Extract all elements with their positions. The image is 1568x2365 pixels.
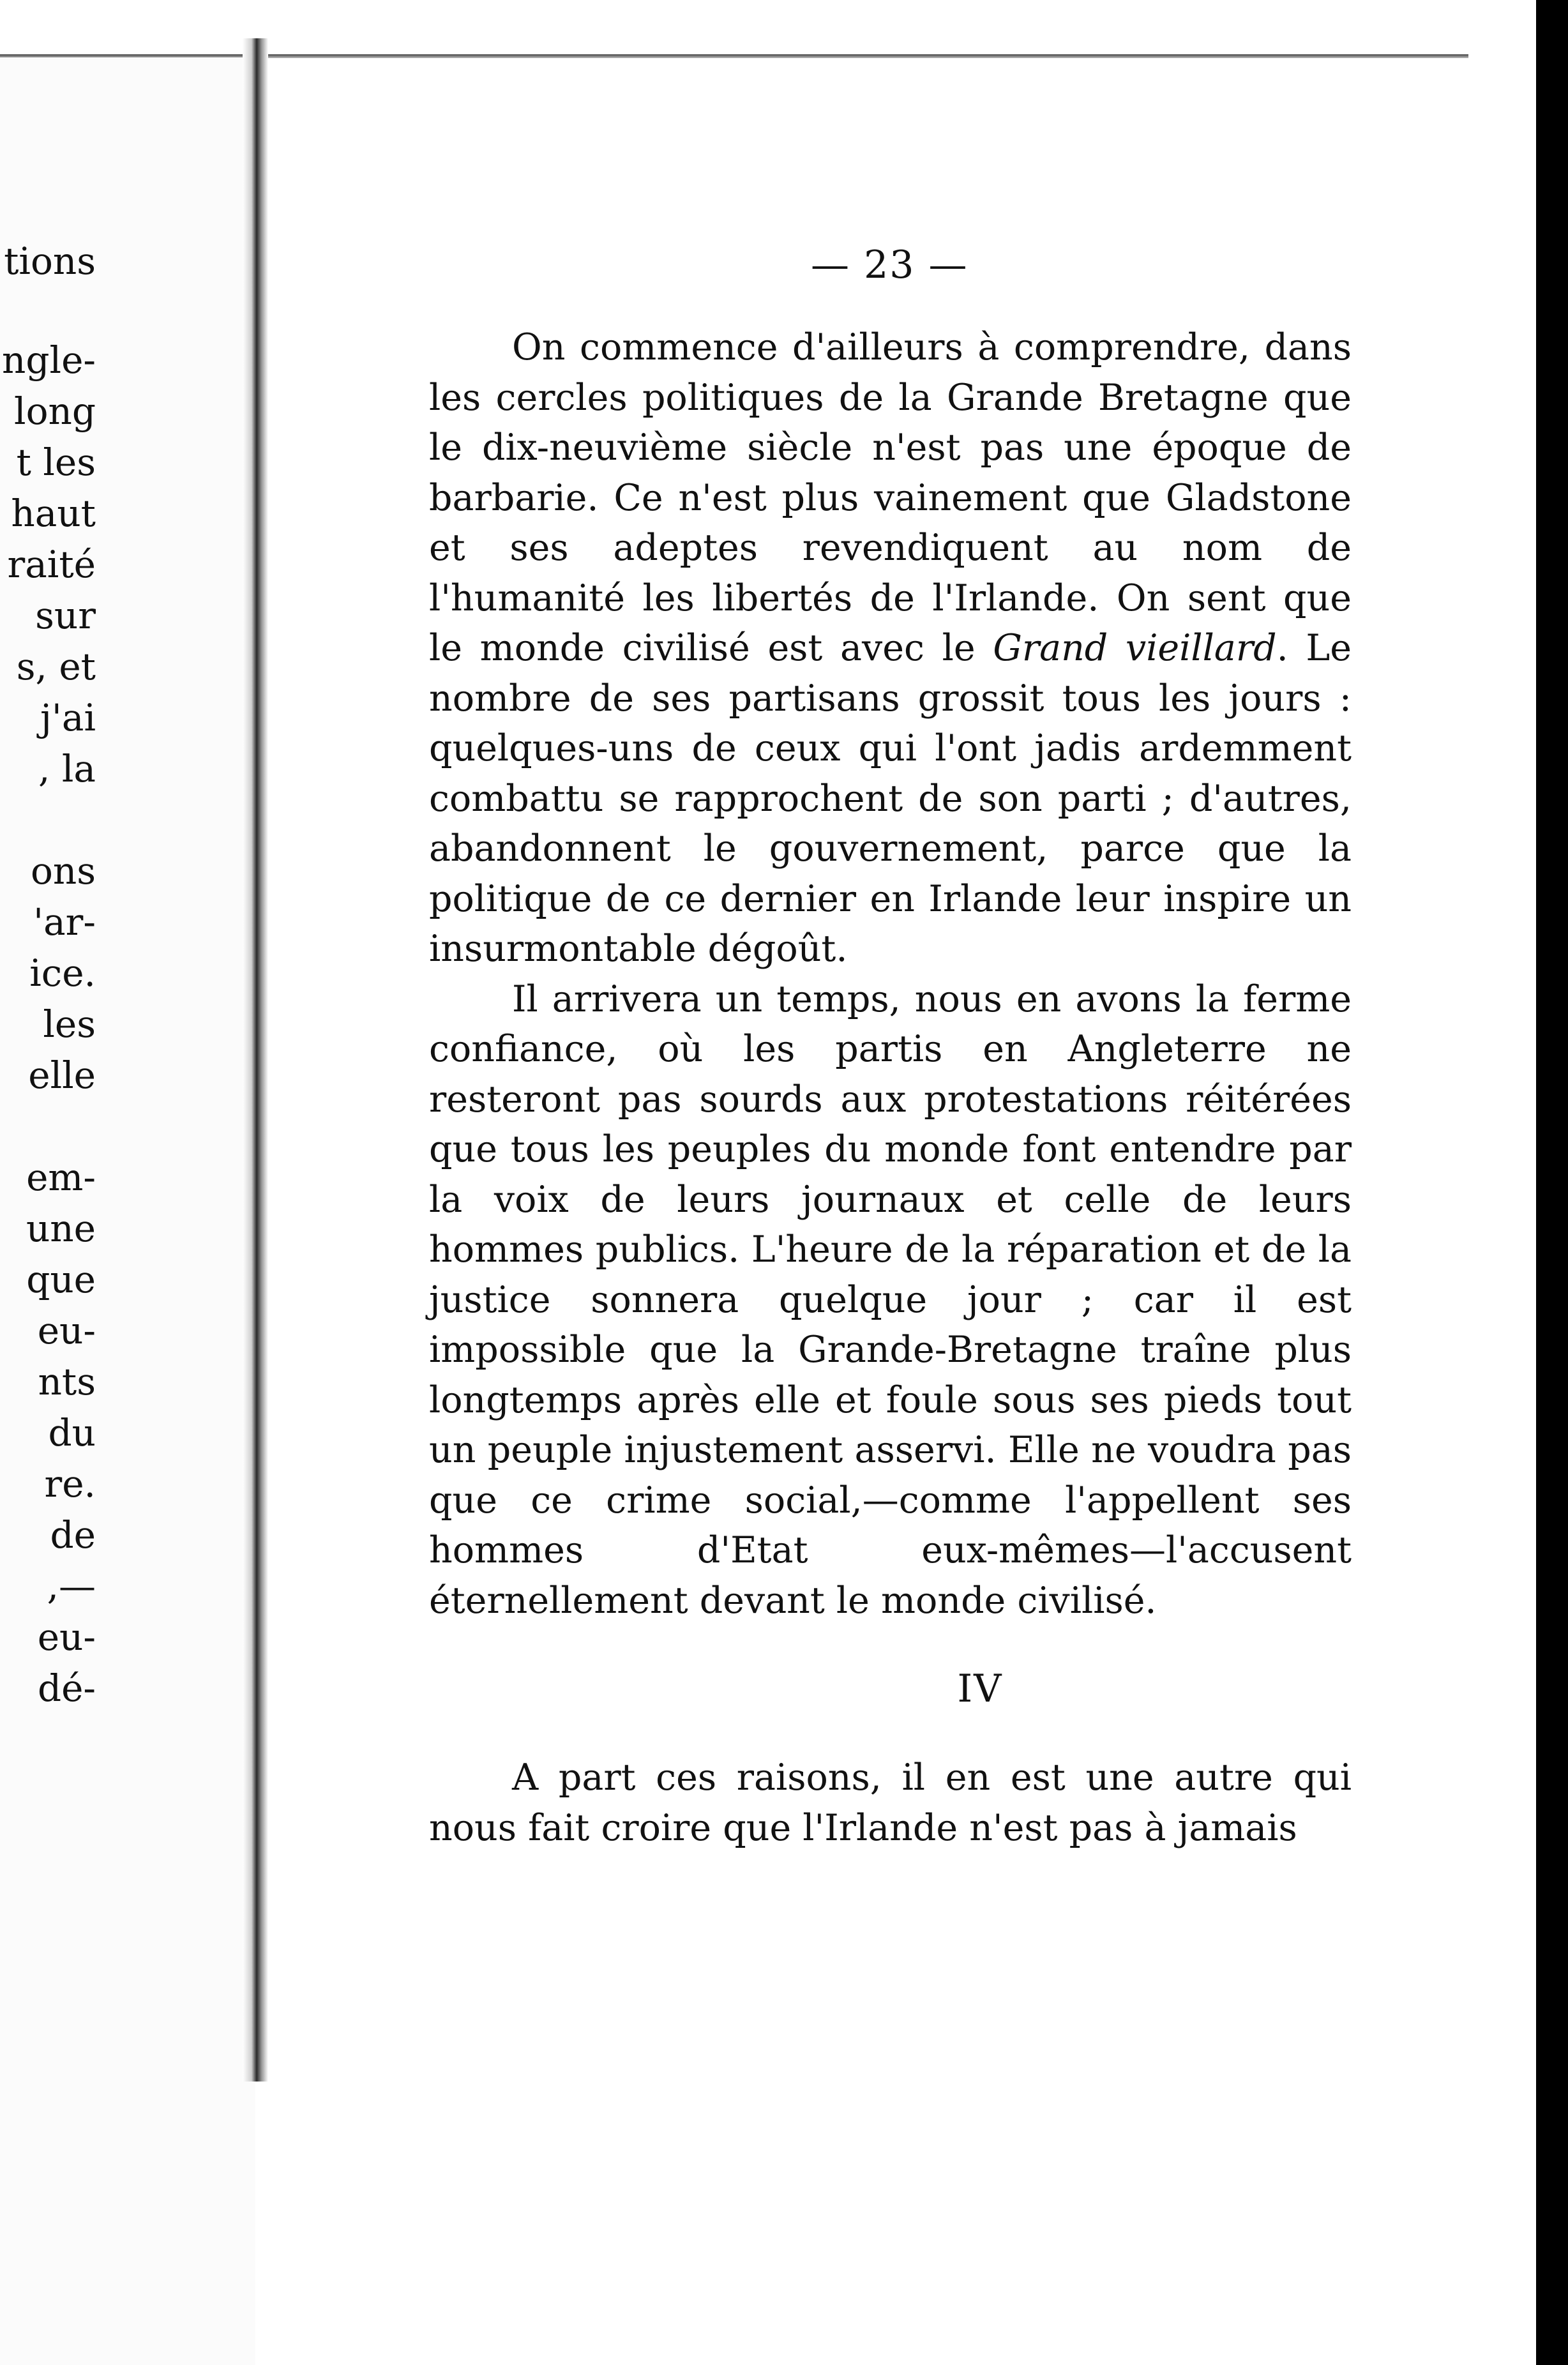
facing-page-line: j'ai — [40, 696, 96, 739]
facing-page-line: ons — [30, 849, 96, 893]
facing-page-line: t les — [16, 441, 96, 484]
facing-page-line: dé- — [37, 1666, 96, 1710]
facing-page-line: s, et — [16, 645, 96, 688]
body-text — [429, 322, 1352, 1626]
facing-page-line: haut — [11, 492, 96, 535]
facing-page-line: eu- — [37, 1615, 96, 1659]
paragraph-3: A part ces raisons, il en est une autre qui nous fait croire que l'Irlande n'est pas à jamais — [429, 1757, 1352, 1849]
section-heading: IV — [957, 1666, 1003, 1711]
facing-page-line: sur — [35, 594, 96, 637]
facing-page-line: nts — [38, 1360, 96, 1403]
facing-page-line: 'ar- — [33, 900, 96, 944]
scan-border — [1536, 0, 1568, 2365]
facing-page-line: em- — [26, 1156, 96, 1199]
paragraph-1 — [429, 322, 1352, 974]
paragraph-1-text-a: On commence d'ailleurs à comprendre, dans les cercles politiques de la Grande Bretagne que le dix-neuvième siècle n'est pas une époque de barbarie. Ce n'est plus vainement que Gladstone et ses adeptes revendiquent au nom de l'humanité les libertés de l'Irlande. On sent que le monde civilisé est avec le — [429, 326, 1352, 669]
facing-page-line: du — [48, 1411, 96, 1455]
facing-page-line: re. — [44, 1462, 96, 1506]
facing-page-line: que — [26, 1258, 96, 1301]
facing-page-line: raité — [7, 543, 96, 586]
facing-page-line: les — [43, 1002, 96, 1046]
facing-page-line: , la — [38, 747, 96, 790]
facing-page-fragment — [0, 57, 255, 2365]
facing-page-line: long — [14, 389, 96, 433]
facing-page-line: tions — [4, 239, 96, 283]
facing-page-line: de — [50, 1513, 96, 1557]
body-text-continued — [429, 1753, 1352, 1853]
facing-page-line: une — [26, 1207, 96, 1250]
binding-gutter — [243, 38, 268, 2082]
book-page — [268, 57, 1513, 2101]
paragraph-1-italic: Grand vieillard — [993, 627, 1277, 669]
facing-page-line: elle — [28, 1054, 96, 1097]
paragraph-1-text-b: . Le nombre de ses partisans grossit tous les jours : quelques-uns de ceux qui l'ont jadis ardemment combattu se rapprochent de son parti ; d'autres, abandonnent le gouvernement, parce que la politique de ce dernier en Irlande leur inspire un insurmontable dégoût. — [429, 627, 1352, 970]
facing-page-line: eu- — [37, 1309, 96, 1352]
facing-page-line: ice. — [29, 951, 96, 995]
paragraph-2: Il arrivera un temps, nous en avons la ferme confiance, où les partis en Angleterre ne resteront pas sourds aux protestations réitérées que tous les peuples du monde font entendre par la voix de leurs journaux et celle de leurs hommes publics. L'heure de la réparation et de la justice sonnera quelque jour ; car il est impossible que la Grande-Bretagne traîne plus longtemps après elle et foule sous ses pieds tout un peuple injustement asservi. Elle ne voudra pas que ce crime social,—comme l'appellent ses hommes d'Etat eux-mêmes—l'accusent éternellement devant le monde civilisé. — [429, 978, 1352, 1622]
facing-page-line: ,— — [47, 1564, 96, 1608]
facing-page-line: ngle- — [2, 338, 96, 382]
page-number: — 23 — — [811, 243, 969, 287]
